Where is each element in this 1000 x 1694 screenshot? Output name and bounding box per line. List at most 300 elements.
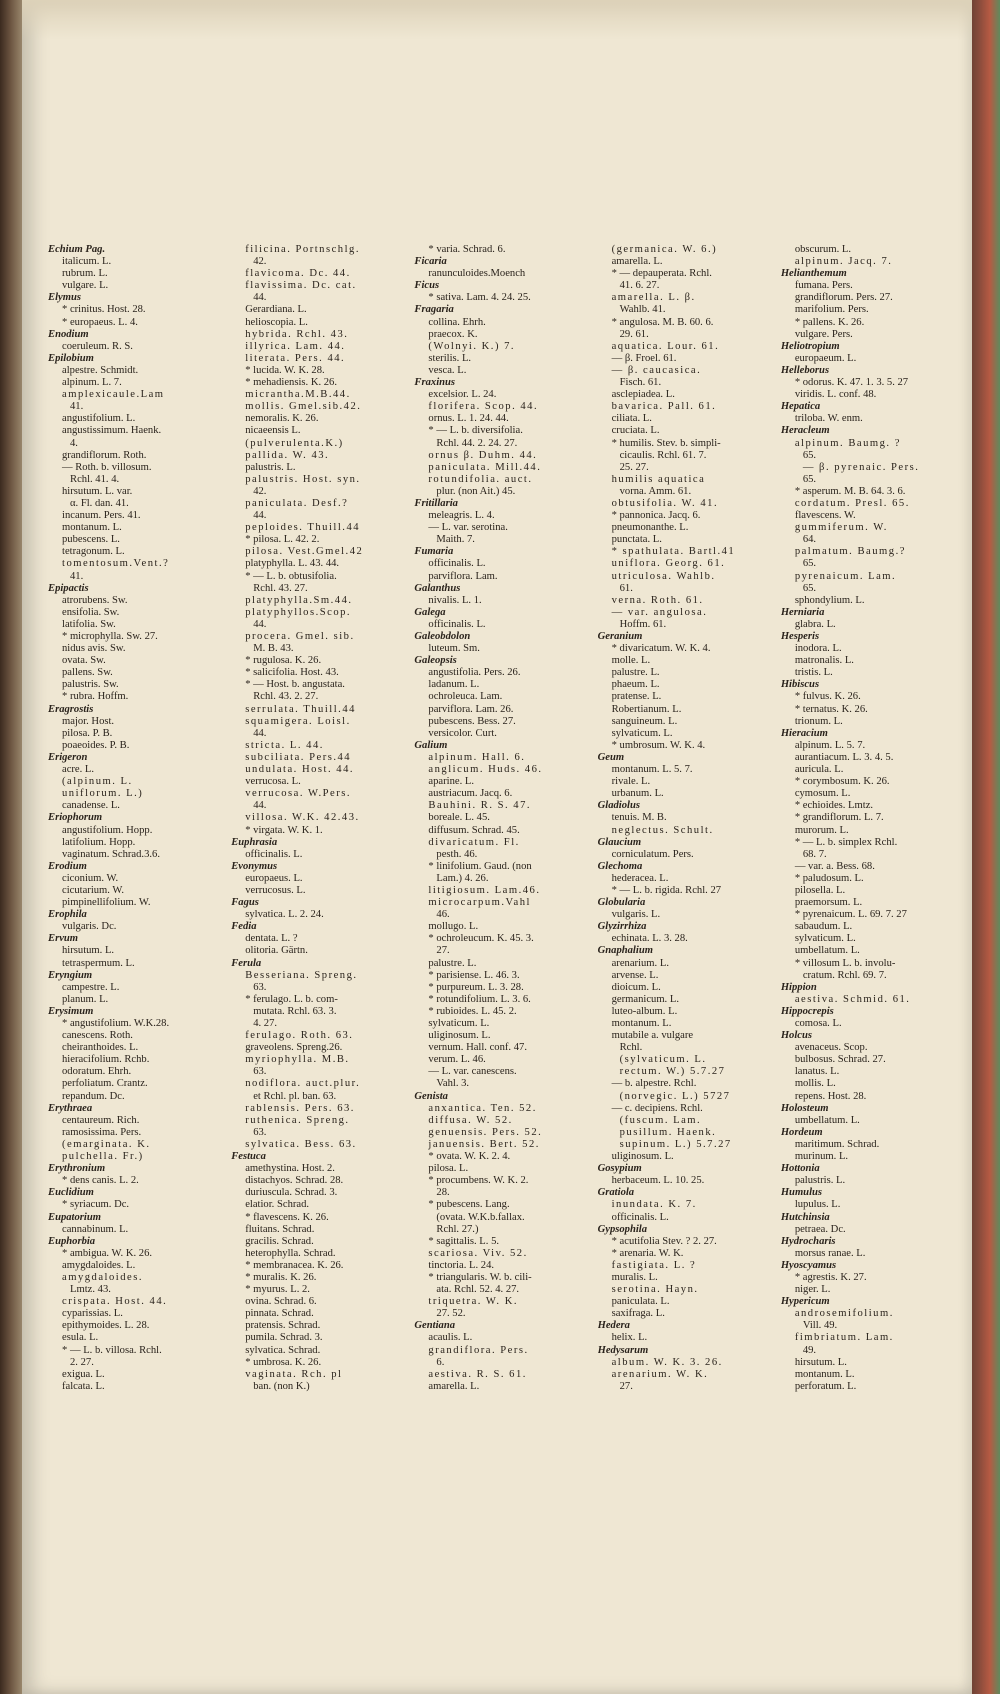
genus-heading: Heliotropium xyxy=(780,340,840,352)
species-entry: maritimum. Schrad. xyxy=(794,1138,880,1150)
species-entry: aquatica. Lour. 61. xyxy=(611,340,720,352)
species-entry: 63. xyxy=(253,1066,267,1078)
species-entry: vulgaris. Dc. xyxy=(62,921,117,933)
genus-heading: Erodium xyxy=(48,860,87,872)
species-entry: ruthenica. Spreng. xyxy=(245,1114,350,1126)
species-entry: * lucida. W. K. 28. xyxy=(245,364,325,376)
species-entry: stricta. L. 44. xyxy=(245,739,324,751)
species-entry: canescens. Roth. xyxy=(62,1030,133,1042)
species-entry: 29. 61. xyxy=(619,328,649,340)
species-entry: ladanum. L. xyxy=(428,679,480,691)
species-entry: * sagittalis. L. 5. xyxy=(428,1235,500,1247)
genus-heading: Erysimum xyxy=(48,1005,94,1017)
species-entry: amygdaloides. xyxy=(62,1271,143,1283)
species-entry: januensis. Bert. 52. xyxy=(428,1138,540,1150)
species-entry: * — L. b. simplex Rchl. xyxy=(794,836,898,848)
species-entry: 68. 7. xyxy=(802,848,827,860)
genus-heading: Euphrasia xyxy=(231,836,278,848)
species-entry: ochroleuca. Lam. xyxy=(428,691,503,703)
species-entry: Rchl. 43. 27. xyxy=(253,582,308,594)
species-entry: 64. xyxy=(802,534,817,546)
species-entry: pilosa. L. xyxy=(428,1163,469,1175)
species-entry: sabaudum. L. xyxy=(794,921,853,933)
species-entry: triquetra. W. K. xyxy=(428,1296,519,1308)
species-entry: * muralis. K. 26. xyxy=(245,1271,317,1283)
index-column-5 xyxy=(781,244,958,1554)
species-entry: fumana. Pers. xyxy=(794,280,853,292)
species-entry: angustifolium. L. xyxy=(62,413,136,425)
species-entry: * microphylla. Sw. 27. xyxy=(62,631,158,642)
species-entry: 25. 27. xyxy=(619,461,649,473)
species-entry: europaeus. L. xyxy=(245,872,303,884)
species-entry: montanum. L. xyxy=(62,522,122,534)
species-entry: microcarpum.Vahl xyxy=(428,897,531,909)
species-entry: vorna. Amm. 61. xyxy=(619,485,692,497)
genus-heading: Hyoscyamus xyxy=(780,1259,837,1271)
species-entry: avenaceus. Scop. xyxy=(794,1042,868,1054)
species-entry: pimpinellifolium. W. xyxy=(62,897,151,909)
species-entry: paniculata. L. xyxy=(611,1296,670,1308)
species-entry: * rubioides. L. 45. 2. xyxy=(428,1005,517,1017)
species-entry: echinata. L. 3. 28. xyxy=(611,933,688,945)
species-entry: arvense. L. xyxy=(611,969,659,981)
species-entry: 49. xyxy=(802,1344,817,1356)
genus-heading: Fraxinus xyxy=(414,377,456,389)
species-entry: mutabile a. vulgare xyxy=(611,1030,694,1042)
genus-heading: Eragrostis xyxy=(48,703,94,715)
genus-heading: Helianthemum xyxy=(780,268,847,280)
species-entry: cruciata. L. xyxy=(611,425,660,437)
genus-heading: Hedera xyxy=(597,1320,630,1332)
species-entry: genuensis. Pers. 52. xyxy=(428,1126,543,1138)
species-entry: platyphyllos.Scop. xyxy=(245,606,352,618)
species-entry: 27. xyxy=(436,945,450,957)
species-entry: glabra. L. xyxy=(794,618,836,630)
species-entry: humilis aquatica xyxy=(611,473,706,485)
species-entry: 2. 27. xyxy=(70,1356,94,1368)
species-entry: * virgata. W. K. 1. xyxy=(245,824,323,836)
species-entry: paniculata. Mill.44. xyxy=(428,461,542,473)
species-entry: * procumbens. W. K. 2. xyxy=(428,1175,529,1187)
index-column-4 xyxy=(598,244,775,1554)
species-entry: vulgare. Pers. xyxy=(794,328,853,340)
species-entry: cicutarium. W. xyxy=(62,884,125,896)
species-entry: alpinum. Hall. 6. xyxy=(428,751,526,763)
species-entry: sylvatica. Schrad. xyxy=(245,1344,321,1356)
species-entry: petraea. Dc. xyxy=(794,1223,846,1235)
species-entry: montanum. L. 5. 7. xyxy=(611,764,693,776)
species-entry: distachyos. Schrad. 28. xyxy=(245,1175,344,1187)
species-entry: repens. Host. 28. xyxy=(794,1090,867,1102)
genus-heading: Fritillaria xyxy=(414,497,458,509)
species-entry: hirsutum. L. xyxy=(62,945,115,957)
species-entry: angustissimum. Haenk. xyxy=(62,425,162,437)
species-entry: (pulverulenta.K.) xyxy=(245,437,344,449)
species-entry: — β. Froel. 61. xyxy=(611,352,677,364)
species-entry: officinalis. L. xyxy=(245,848,303,860)
species-entry: 63. xyxy=(253,981,267,993)
species-entry: (fuscum. Lam. xyxy=(619,1114,702,1126)
species-entry: Rchl. 43. 2. 27. xyxy=(253,691,319,703)
species-entry: grandiflora. Pers. xyxy=(428,1344,529,1356)
species-entry: dioicum. L. xyxy=(611,981,661,993)
species-entry: pallens. Sw. xyxy=(62,667,113,679)
species-entry: poaeoides. P. B. xyxy=(62,739,130,751)
species-entry: obscurum. L. xyxy=(794,244,852,255)
species-entry: amplexicaule.Lam xyxy=(62,389,165,401)
species-entry: alpinum. Baumg. ? xyxy=(794,437,901,449)
species-entry: ensifolia. Sw. xyxy=(62,606,120,618)
species-entry: nodiflora. auct.plur. xyxy=(245,1078,361,1090)
species-entry: nivalis. L. 1. xyxy=(428,594,482,606)
species-entry: luteum. Sm. xyxy=(428,643,480,655)
genus-heading: Eriophorum xyxy=(48,812,103,824)
species-entry: α. Fl. dan. 41. xyxy=(70,497,129,509)
index-column-1 xyxy=(48,244,225,1554)
species-entry: amarella. L. xyxy=(428,1380,480,1392)
species-entry: 44. xyxy=(253,618,267,630)
genus-heading: Euclidium xyxy=(48,1187,94,1199)
species-entry: corniculatum. Pers. xyxy=(611,848,694,860)
species-entry: Lmtz. 43. xyxy=(70,1284,111,1296)
species-entry: ovina. Schrad. 6. xyxy=(245,1296,317,1308)
species-entry: austriacum. Jacq. 6. xyxy=(428,788,513,800)
species-entry: umbellatum. L. xyxy=(794,1114,860,1126)
genus-heading: Ficaria xyxy=(414,256,447,268)
species-entry: * echioides. Lmtz. xyxy=(794,800,874,812)
species-entry: — var. angulosa. xyxy=(611,606,708,618)
species-entry: Besseriana. Spreng. xyxy=(245,969,358,981)
species-entry: pallida. W. 43. xyxy=(245,449,330,461)
species-entry: amethystina. Host. 2. xyxy=(245,1163,335,1175)
species-entry: matronalis. L. xyxy=(794,655,854,667)
species-entry: — var. a. Bess. 68. xyxy=(794,860,875,872)
species-entry: 4. xyxy=(70,437,78,449)
species-entry: * pannonica. Jacq. 6. xyxy=(611,510,701,522)
species-entry: sphondylium. L. xyxy=(794,594,865,606)
species-entry: vernum. Hall. conf. 47. xyxy=(428,1042,527,1054)
species-entry: micrantha.M.B.44. xyxy=(245,389,351,401)
species-entry: sterilis. L. xyxy=(428,352,472,364)
species-entry: pinnata. Schrad. xyxy=(245,1308,314,1320)
genus-heading: Hesperis xyxy=(780,631,820,642)
genus-heading: Erophila xyxy=(48,909,87,921)
species-entry: 41. xyxy=(70,401,84,413)
species-entry: montanum. L. xyxy=(611,1018,672,1029)
species-entry: ramosissima. Pers. xyxy=(62,1126,142,1138)
species-entry: pyrenaicum. Lam. xyxy=(794,570,897,582)
species-entry: auricula. L. xyxy=(794,764,844,776)
species-entry: pumila. Schrad. 3. xyxy=(245,1332,323,1344)
species-entry: Rchl. 44. 2. 24. 27. xyxy=(436,437,518,449)
species-entry: * salicifolia. Host. 43. xyxy=(245,667,339,679)
species-entry: * ternatus. K. 26. xyxy=(794,703,868,715)
genus-heading: Ficus xyxy=(414,280,440,292)
page-shading xyxy=(22,0,972,40)
genus-heading: Hedysarum xyxy=(597,1344,649,1356)
species-entry: 42. xyxy=(253,485,267,497)
genus-heading: Hibiscus xyxy=(780,679,820,691)
genus-heading: Hottonia xyxy=(780,1163,820,1175)
genus-heading: Epipactis xyxy=(48,582,89,594)
genus-heading: Holcus xyxy=(780,1030,813,1042)
species-entry: verrucosa. W.Pers. xyxy=(245,788,352,800)
species-entry: serotina. Hayn. xyxy=(611,1284,699,1296)
species-entry: — c. decipiens. Rchl. xyxy=(611,1102,703,1114)
species-entry: herbaceum. L. 10. 25. xyxy=(611,1175,705,1187)
species-entry: * — L. b. rigida. Rchl. 27 xyxy=(611,884,722,896)
species-entry: praemorsum. L. xyxy=(794,897,863,909)
species-entry: ciliata. L. xyxy=(611,413,652,425)
species-entry: 44. xyxy=(253,727,267,739)
species-entry: pneumonanthe. L. xyxy=(611,522,689,534)
species-entry: latifolia. Sw. xyxy=(62,618,116,630)
species-entry: * — Host. b. angustata. xyxy=(245,679,345,691)
species-entry: * agrestis. K. 27. xyxy=(794,1271,867,1283)
species-entry: excelsior. L. 24. xyxy=(428,389,497,401)
species-entry: parviflora. Lam. 26. xyxy=(428,703,514,715)
species-entry: pesth. 46. xyxy=(436,848,478,860)
species-entry: helix. L. xyxy=(611,1332,648,1344)
species-entry: officinalis. L. xyxy=(611,1211,669,1223)
species-entry: 65. xyxy=(802,582,817,594)
species-entry: * ochroleucum. K. 45. 3. xyxy=(428,933,534,945)
genus-heading: Echium Pag. xyxy=(48,244,106,255)
book-page xyxy=(22,0,972,1694)
species-entry: olitoria. Gärtn. xyxy=(245,945,308,957)
species-entry: scariosa. Viv. 52. xyxy=(428,1247,528,1259)
species-entry: praecox. K. xyxy=(428,328,478,340)
genus-heading: Fumaria xyxy=(414,546,454,558)
genus-heading: Epilobium xyxy=(48,352,94,364)
species-entry: punctata. L. xyxy=(611,534,662,546)
species-entry: graveolens. Spreng.26. xyxy=(245,1042,343,1054)
species-entry: Maith. 7. xyxy=(436,534,475,546)
species-entry: squamigera. Loisl. xyxy=(245,715,351,727)
genus-heading: Gladiolus xyxy=(597,800,640,812)
species-entry: duriuscula. Schrad. 3. xyxy=(245,1187,338,1199)
species-entry: Rchl. 27.) xyxy=(436,1223,479,1235)
species-entry: * angulosa. M. B. 60. 6. xyxy=(611,316,714,328)
species-entry: verrucosa. L. xyxy=(245,776,301,788)
species-entry: ciconium. W. xyxy=(62,872,119,884)
species-entry: divaricatum. Fl. xyxy=(428,836,520,848)
species-entry: ranunculoides.Moench xyxy=(428,268,526,280)
species-entry: epithymoides. L. 28. xyxy=(62,1320,150,1332)
species-entry: amarella. L. β. xyxy=(611,292,696,304)
species-entry: parviflora. Lam. xyxy=(428,570,498,582)
species-entry: obtusifolia. W. 41. xyxy=(611,497,719,509)
genus-heading: Gnaphalium xyxy=(597,945,653,957)
species-entry: mollis. L. xyxy=(794,1078,836,1090)
species-entry: plur. (non Ait.) 45. xyxy=(436,485,516,497)
species-entry: tetraspermum. L. xyxy=(62,957,135,969)
species-entry: cratum. Rchl. 69. 7. xyxy=(802,969,887,981)
species-entry: triloba. W. enm. xyxy=(794,413,863,425)
species-entry: elatior. Schrad. xyxy=(245,1199,310,1211)
species-entry: literata. Pers. 44. xyxy=(245,352,346,364)
species-entry: mutata. Rchl. 63. 3. xyxy=(253,1005,337,1017)
species-entry: Rchl. xyxy=(619,1042,643,1054)
species-entry: sylvaticum. L. xyxy=(428,1018,490,1029)
species-entry: Fisch. 61. xyxy=(619,377,662,389)
species-entry: Rchl. 41. 4. xyxy=(70,473,120,485)
species-entry: 41. xyxy=(70,570,84,582)
genus-heading: Gosypium xyxy=(597,1163,642,1175)
genus-heading: Geranium xyxy=(597,631,643,642)
species-entry: * — L. b. diversifolia. xyxy=(428,425,523,437)
species-entry: 28. xyxy=(436,1187,450,1199)
species-entry: pilosa. P. B. xyxy=(62,727,113,739)
species-entry: comosa. L. xyxy=(794,1018,842,1029)
species-entry: flavicoma. Dc. 44. xyxy=(245,268,351,280)
genus-heading: Fedia xyxy=(231,921,257,933)
genus-heading: Hutchinsia xyxy=(780,1211,830,1223)
species-entry: (Wolnyi. K.) 7. xyxy=(428,340,516,352)
species-entry: italicum. L. xyxy=(62,256,112,268)
index-column-3 xyxy=(414,244,591,1554)
genus-heading: Hypericum xyxy=(780,1296,830,1308)
species-entry: asclepiadea. L. xyxy=(611,389,675,401)
genus-heading: Glaucium xyxy=(597,836,642,848)
species-entry: 4. 27. xyxy=(253,1018,278,1029)
species-entry: tristis. L. xyxy=(794,667,833,679)
species-entry: * dens canis. L. 2. xyxy=(62,1175,139,1187)
species-entry: palustris. Host. syn. xyxy=(245,473,361,485)
species-entry: acaulis. L. xyxy=(428,1332,473,1344)
species-entry: * syriacum. Dc. xyxy=(62,1199,130,1211)
species-entry: mollis. Gmel.sib.42. xyxy=(245,401,362,413)
species-entry: angustifolium. Hopp. xyxy=(62,824,153,836)
genus-heading: Ervum xyxy=(48,933,79,945)
species-entry: flavissima. Dc. cat. xyxy=(245,280,357,292)
genus-heading: Galeobdolon xyxy=(414,631,471,642)
genus-heading: Galium xyxy=(414,739,448,751)
species-entry: * rotundifolium. L. 3. 6. xyxy=(428,993,531,1005)
species-entry: hirsutum. L. xyxy=(794,1356,847,1368)
species-entry: uniflora. Georg. 61. xyxy=(611,558,726,570)
species-entry: (ovata. W.K.b.fallax. xyxy=(436,1211,525,1223)
species-entry: palustre. L. xyxy=(611,667,660,679)
species-entry: vulgaris. L. xyxy=(611,909,661,921)
species-entry: (emarginata. K. xyxy=(62,1138,151,1150)
species-entry: Gerardiana. L. xyxy=(245,304,307,316)
genus-heading: Glyzirrhiza xyxy=(597,921,647,933)
species-entry: 63. xyxy=(253,1126,267,1138)
species-entry: urbanum. L. xyxy=(611,788,664,800)
genus-heading: Glechoma xyxy=(597,860,643,872)
genus-heading: Geum xyxy=(597,751,625,763)
species-entry: verum. L. 46. xyxy=(428,1054,486,1066)
species-entry: sanguineum. L. xyxy=(611,715,678,727)
species-entry: meleagris. L. 4. xyxy=(428,510,495,522)
species-entry: murorum. L. xyxy=(794,824,849,836)
species-entry: * arenaria. W. K. xyxy=(611,1247,684,1259)
species-entry: cannabinum. L. xyxy=(62,1223,129,1235)
species-entry: florifera. Scop. 44. xyxy=(428,401,539,413)
species-entry: officinalis. L. xyxy=(428,558,486,570)
species-entry: aurantiacum. L. 3. 4. 5. xyxy=(794,751,894,763)
species-entry: platyphylla. L. 43. 44. xyxy=(245,558,340,570)
species-entry: M. B. 43. xyxy=(253,643,294,655)
species-entry: arenarium. W. K. xyxy=(611,1368,709,1380)
species-entry: 27. xyxy=(619,1380,633,1392)
species-entry: bavarica. Pall. 61. xyxy=(611,401,717,413)
species-entry: (sylvaticum. L. xyxy=(619,1054,707,1066)
species-entry: * rugulosa. K. 26. xyxy=(245,655,322,667)
species-entry: ban. (non K.) xyxy=(253,1380,310,1392)
species-entry: tinctoria. L. 24. xyxy=(428,1259,495,1271)
species-entry: * varia. Schrad. 6. xyxy=(428,244,506,255)
species-entry: * divaricatum. W. K. 4. xyxy=(611,643,711,655)
species-entry: morsus ranae. L. xyxy=(794,1247,866,1259)
species-entry: rotundifolia. auct. xyxy=(428,473,533,485)
species-entry: serrulata. Thuill.44 xyxy=(245,703,356,715)
species-entry: angustifolia. Pers. 26. xyxy=(428,667,521,679)
genus-heading: Holosteum xyxy=(780,1102,829,1114)
species-entry: crispata. Host. 44. xyxy=(62,1296,168,1308)
species-entry: odoratum. Ehrh. xyxy=(62,1066,132,1078)
species-entry: * mehadiensis. K. 26. xyxy=(245,377,338,389)
species-entry: 44. xyxy=(253,510,267,522)
species-entry: cicaulis. Rchl. 61. 7. xyxy=(619,449,707,461)
species-entry: sylvatica. Bess. 63. xyxy=(245,1138,357,1150)
species-entry: * grandiflorum. L. 7. xyxy=(794,812,884,824)
species-entry: * ferulago. L. b. com- xyxy=(245,993,338,1005)
species-entry: molle. L. xyxy=(611,655,651,667)
species-entry: * pilosa. L. 42. 2. xyxy=(245,534,320,546)
genus-heading: Fragaria xyxy=(414,304,454,316)
species-entry: cheiranthoides. L. xyxy=(62,1042,139,1054)
species-entry: 41. 6. 27. xyxy=(619,280,660,292)
species-entry: pusillum. Haenk. xyxy=(619,1126,717,1138)
species-entry: alpinum. L. 7. xyxy=(62,377,122,389)
species-entry: sylvaticum. L. xyxy=(611,727,673,739)
species-entry: 6. xyxy=(436,1356,445,1368)
species-entry: Robertianum. L. xyxy=(611,703,682,715)
species-entry: hieracifolium. Rchb. xyxy=(62,1054,150,1066)
species-entry: boreale. L. 45. xyxy=(428,812,490,824)
species-entry: * umbrosum. W. K. 4. xyxy=(611,739,706,751)
species-entry: * angustifolium. W.K.28. xyxy=(62,1018,170,1029)
species-entry: * acutifolia Stev. ? 2. 27. xyxy=(611,1235,717,1247)
species-entry: pubescens. Bess. 27. xyxy=(428,715,516,727)
species-entry: * sativa. Lam. 4. 24. 25. xyxy=(428,292,531,304)
species-entry: cymosum. L. xyxy=(794,788,851,800)
species-entry: 65. xyxy=(802,473,817,485)
species-entry: palustris. L. xyxy=(794,1175,846,1187)
species-entry: heterophylla. Schrad. xyxy=(245,1247,336,1259)
species-entry: anglicum. Huds. 46. xyxy=(428,764,543,776)
species-entry: mollugo. L. xyxy=(428,921,479,933)
species-entry: pulchella. Fr.) xyxy=(62,1151,144,1163)
species-entry: aestiva. Schmid. 61. xyxy=(794,993,911,1005)
species-entry: umbellatum. L. xyxy=(794,945,860,957)
species-entry: * odorus. K. 47. 1. 3. 5. 27 xyxy=(794,377,909,389)
genus-heading: Globularia xyxy=(597,897,646,909)
species-entry: * humilis. Stev. b. simpli- xyxy=(611,437,721,449)
genus-heading: Euphorbia xyxy=(48,1235,96,1247)
species-entry: — β. caucasica. xyxy=(611,364,702,376)
species-entry: 42. xyxy=(253,256,267,268)
genus-heading: Evonymus xyxy=(231,860,278,872)
species-entry: Wahlb. 41. xyxy=(619,304,666,316)
genus-heading: Hippion xyxy=(780,981,817,993)
species-entry: litigiosum. Lam.46. xyxy=(428,884,541,896)
index-columns xyxy=(48,244,958,1554)
species-entry: platyphylla.Sm.44. xyxy=(245,594,353,606)
species-entry: anxantica. Ten. 52. xyxy=(428,1102,537,1114)
